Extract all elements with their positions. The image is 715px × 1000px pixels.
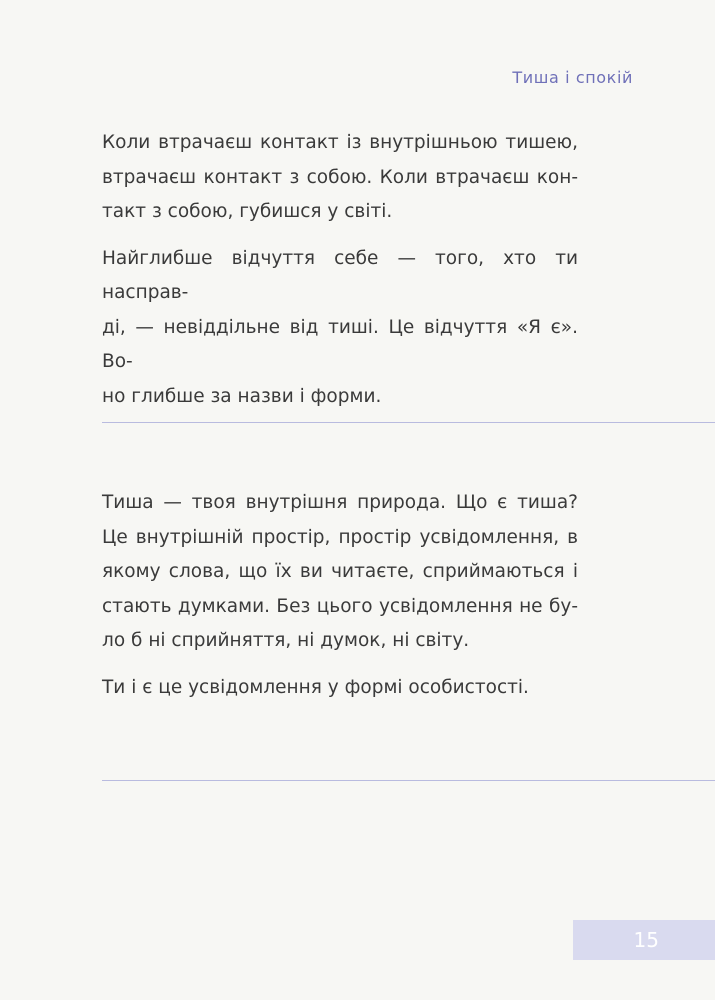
text-line: такт з собою, губишся у світі. bbox=[102, 201, 393, 222]
text-line: стають думками. Без цього усвідомлення не бу- bbox=[102, 595, 578, 617]
section-divider bbox=[102, 780, 715, 781]
text-line: Коли втрачаєш контакт із внутрішньою тишею, bbox=[102, 132, 578, 153]
text-section-2 bbox=[102, 486, 578, 717]
text-line: Тиша — твоя внутрішня природа. Що є тиша? bbox=[102, 492, 578, 513]
paragraph bbox=[102, 126, 578, 230]
text-line: Ти і є це усвідомлення у формі особистості. bbox=[102, 676, 529, 698]
section-divider bbox=[102, 422, 715, 423]
paragraph bbox=[102, 671, 578, 706]
text-line: ді, — невіддільне від тиші. Це відчуття «Я є». Во- bbox=[102, 316, 578, 372]
text-section-1 bbox=[102, 126, 578, 426]
text-line: ло б ні сприйняття, ні думок, ні світу. bbox=[102, 630, 470, 651]
paragraph bbox=[102, 486, 578, 659]
text-line: но глибше за назви і форми. bbox=[102, 385, 382, 407]
text-line: втрачаєш контакт з собою. Коли втрачаєш кон- bbox=[102, 166, 578, 188]
text-line: якому слова, що їх ви читаєте, сприймаються і bbox=[102, 561, 578, 582]
page-number: 15 bbox=[633, 928, 659, 952]
page-number-tab bbox=[573, 920, 715, 960]
text-line: Це внутрішній простір, простір усвідомлення, в bbox=[102, 526, 578, 548]
running-head: Тиша і спокій bbox=[512, 68, 633, 87]
paragraph bbox=[102, 242, 578, 415]
text-line: Найглибше відчуття себе — того, хто ти насправ- bbox=[102, 247, 578, 303]
